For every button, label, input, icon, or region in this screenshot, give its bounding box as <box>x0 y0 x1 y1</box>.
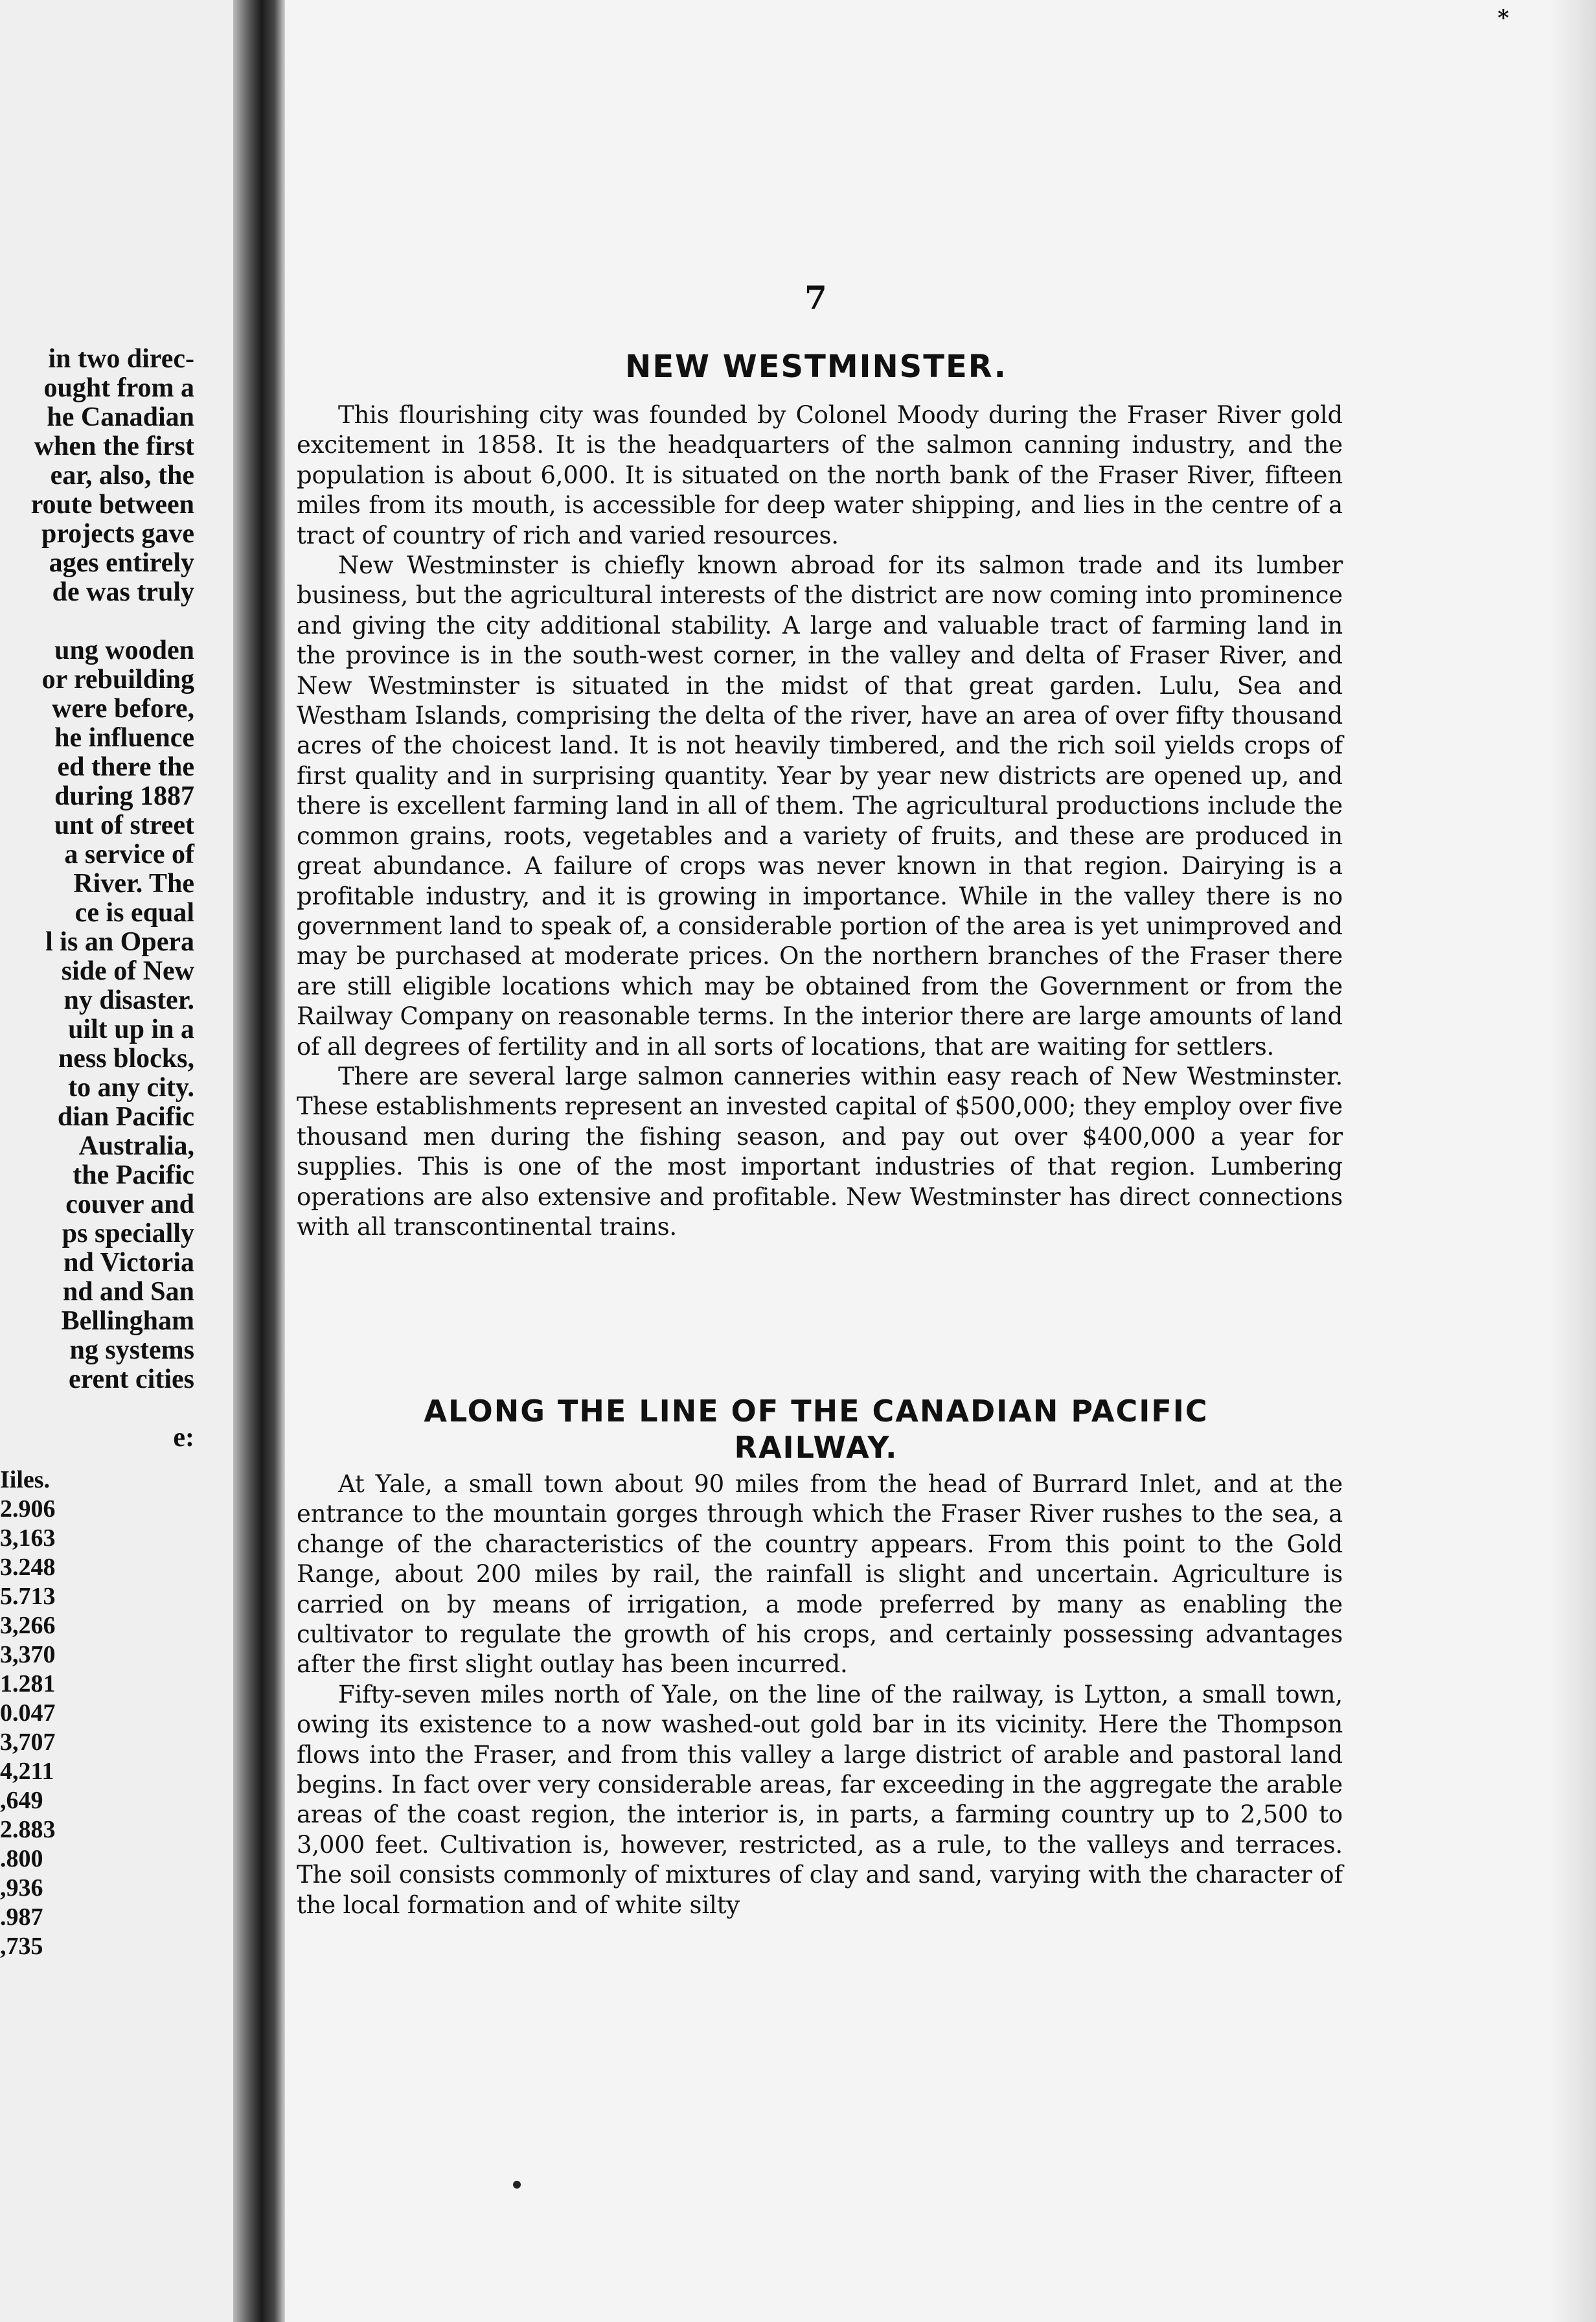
facing-page-line: route between <box>30 490 194 520</box>
paragraph: This flourishing city was founded by Colonel Moody during the Fraser River gold excitement in 1858. It is the headquarters of the salmon canning industry, and the population is about 6,000. It is situated on the north bank of the Fraser River, fifteen miles from its mouth, is accessible for deep water shipping, and lies in the centre of a tract of country of rich and varied resources. <box>297 401 1343 549</box>
facing-page-line: he Canadian <box>47 402 194 432</box>
facing-page-line: ny disaster. <box>63 985 194 1015</box>
paragraph: At Yale, a small town about 90 miles from the head of Burrard Inlet, and at the entrance to the mountain gorges through which the Fraser River rushes to the sea, a change of the characteristics of the country appears. From this point to the Gold Range, about 200 miles by rail, the rainfall is slight and uncertain. Agriculture is carried on by means of irrigation, a mode preferred by many as enabling the cultivator to regulate the growth of his crops, and certainly possessing advantages after the first slight outlay has been incurred. <box>297 1470 1343 1679</box>
facing-page-line: Australia, <box>78 1131 194 1161</box>
facing-page-line: erent cities <box>69 1364 194 1394</box>
facing-page-line: ed there the <box>57 752 194 782</box>
facing-page-line: were before, <box>51 694 194 724</box>
facing-page-line: unt of street <box>54 810 194 840</box>
facing-page-line: side of New <box>61 956 194 986</box>
miles-value: 3,370 <box>0 1641 56 1668</box>
facing-page-line: nd and San <box>62 1277 194 1307</box>
facing-page-line: uilt up in a <box>68 1015 194 1044</box>
facing-page-line: de was truly <box>52 577 194 607</box>
facing-page-text <box>0 345 194 1453</box>
facing-page-line: ought from a <box>43 373 194 403</box>
facing-page-line: l is an Opera <box>45 927 194 957</box>
facing-page-miles-column <box>0 1466 130 1961</box>
miles-value: 4,211 <box>0 1758 54 1785</box>
book-gutter <box>233 0 285 2322</box>
facing-page-line: ung wooden <box>54 636 194 665</box>
section-title-line-2: RAILWAY. <box>734 1430 898 1465</box>
facing-page-line: e: <box>173 1423 194 1453</box>
miles-value: 2.906 <box>0 1495 56 1523</box>
section-title-new-westminster: NEW WESTMINSTER. <box>625 349 1007 385</box>
corner-mark: * <box>1498 5 1509 31</box>
facing-page-line: he influence <box>54 723 194 753</box>
facing-page-line: a service of <box>64 840 194 869</box>
facing-page-line: nd Victoria <box>63 1248 194 1278</box>
section-title-along-the-line <box>285 1393 1347 1466</box>
facing-page-line: Bellingham <box>61 1306 194 1336</box>
facing-page-line: in two direc- <box>48 344 194 374</box>
paragraph: New Westminster is chiefly known abroad for its salmon trade and its lumber business, but the agricultural interests of the district are now coming into prominence and giving the city additional stability. A large and valuable tract of farming land in the province is in the south-west corner, in the valley and delta of Fraser River, and New Westminster is situated in the midst of that great garden. Lulu, Sea and Westham Islands, comprising the delta of the river, have an area of over fifty thousand acres of the choicest land. It is not heavily timbered, and the rich soil yields crops of first quality and in surprising quantity. Year by year new districts are opened up, and there is excellent farming land in all of them. The agricultural productions include the common grains, roots, vegetables and a variety of fruits, and these are produced in great abundance. A failure of crops was never known in that region. Dairying is a profitable industry, and it is growing in importance. While in the valley there is no government land to speak of, a considerable portion of the area is yet unimproved and may be purchased at moderate prices. On the northern branches of the Fraser there are still eligible locations which may be obtained from the Government or from the Railway Company on reasonable terms. In the interior there are large amounts of land of all degrees of fertility and in all sorts of locations, that are waiting for settlers. <box>297 551 1343 1061</box>
facing-page-line: ages entirely <box>49 548 194 578</box>
page-number: 7 <box>804 279 827 317</box>
facing-page-line: ness blocks, <box>58 1044 194 1074</box>
miles-value: 3,163 <box>0 1524 56 1552</box>
facing-page-line <box>0 607 194 636</box>
facing-page-line: projects gave <box>41 519 194 549</box>
paragraph: Fifty-seven miles north of Yale, on the line of the railway, is Lytton, a small town, owing its existence to a now washed-out gold bar in its vicinity. Here the Thompson flows into the Fraser, and from this valley a large district of arable and pastoral land begins. In fact over very considerable areas, far exceeding in the aggregate the arable areas of the coast region, the interior is, in parts, a farming country up to 2,500 to 3,000 feet. Cultivation is, however, restricted, as a rule, to the valleys and terraces. The soil consists commonly of mixtures of clay and sand, varying with the character of the local formation and of white silty <box>297 1680 1343 1919</box>
facing-page-line: during 1887 <box>54 781 194 811</box>
facing-page-line: ear, also, the <box>50 461 194 490</box>
facing-page-line: dian Pacific <box>57 1102 194 1132</box>
miles-value: .987 <box>0 1903 43 1931</box>
facing-page-line: ng systems <box>69 1335 194 1365</box>
facing-page-line: when the first <box>34 431 194 461</box>
facing-page-line: or rebuilding <box>41 665 194 695</box>
miles-value: 0.047 <box>0 1699 56 1727</box>
ink-dot <box>513 2181 521 2189</box>
miles-value: 3.248 <box>0 1554 56 1581</box>
miles-value: 5.713 <box>0 1583 56 1610</box>
miles-value: 3,266 <box>0 1612 56 1639</box>
miles-value: 1.281 <box>0 1670 56 1697</box>
section-new-westminster-body <box>297 400 1343 1242</box>
miles-value: .800 <box>0 1845 43 1872</box>
paragraph: There are several large salmon canneries within easy reach of New Westminster. These establishments represent an invested capital of $500,000; they employ over five thousand men during the fishing season, and pay out over $400,000 a year for supplies. This is one of the most important industries of that region. Lumbering operations are also extensive and profitable. New Westminster has direct connections with all transcontinental trains. <box>297 1062 1343 1241</box>
facing-page <box>0 0 233 2322</box>
section-title-line-1: ALONG THE LINE OF THE CANADIAN PACIFIC <box>424 1394 1209 1429</box>
miles-value: ,735 <box>0 1933 43 1960</box>
facing-page-line: River. The <box>73 869 194 899</box>
page-edge <box>1551 0 1596 2322</box>
miles-value: ,936 <box>0 1874 43 1902</box>
facing-page-line: to any city. <box>68 1073 194 1103</box>
facing-page-line: couver and <box>65 1190 194 1219</box>
facing-page-line: the Pacific <box>73 1160 194 1190</box>
miles-value: 3,707 <box>0 1729 56 1756</box>
facing-page-line <box>0 1394 194 1423</box>
section-along-the-line-body <box>297 1469 1343 1920</box>
miles-value: ,649 <box>0 1787 43 1814</box>
facing-page-line: ce is equal <box>74 898 194 928</box>
miles-value: 2.883 <box>0 1816 56 1843</box>
facing-page-line: ps specially <box>62 1219 194 1248</box>
miles-value: Iiles. <box>0 1466 51 1493</box>
